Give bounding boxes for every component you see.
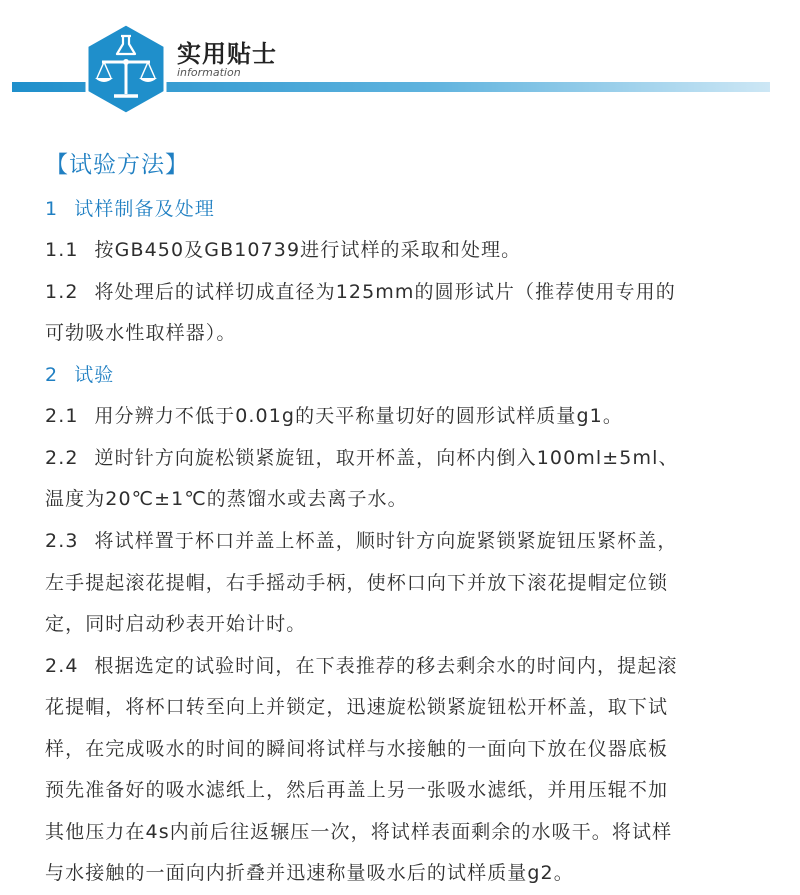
paragraph-2-4-continued: 其他压力在4s内前后往返辗压一次，将试样表面剩余的水吸干。将试样 — [45, 821, 673, 843]
paragraph-number: 2.1 — [45, 405, 79, 427]
paragraph-2-3-continued: 左手提起滚花提帽，右手摇动手柄，使杯口向下并放下滚花提帽定位锁 — [45, 572, 669, 594]
paragraph-2-4 — [45, 651, 775, 678]
heading-1-number: 1 — [45, 198, 59, 220]
paragraph-number: 2.2 — [45, 447, 79, 469]
paragraph-2-1 — [45, 401, 775, 428]
paragraph-2-3-continued: 定，同时启动秒表开始计时。 — [45, 613, 307, 635]
heading-1 — [45, 194, 775, 221]
header-title: 实用贴士 — [177, 40, 277, 68]
heading-2-number: 2 — [45, 364, 59, 386]
header-subtitle: information — [177, 66, 241, 79]
paragraph-text: 将处理后的试样切成直径为125mm的圆形试片（推荐使用专用的 — [94, 281, 676, 303]
paragraph-text: 将试样置于杯口并盖上杯盖，顺时针方向旋紧锁紧旋钮压紧杯盖， — [94, 530, 678, 552]
balance-scale-flask-icon — [84, 22, 168, 116]
paragraph-text: 根据选定的试验时间，在下表推荐的移去剩余水的时间内，提起滚 — [94, 655, 678, 677]
hexagon-badge — [84, 22, 168, 116]
paragraph-number: 2.4 — [45, 655, 79, 677]
paragraph-2-2-continued: 温度为20℃±1℃的蒸馏水或去离子水。 — [45, 488, 408, 510]
heading-1-text: 试样制备及处理 — [74, 198, 215, 220]
paragraph-1-2-continued: 可勃吸水性取样器）。 — [45, 322, 237, 344]
paragraph-text: 逆时针方向旋松锁紧旋钮，取开杯盖，向杯内倒入100ml±5ml、 — [94, 447, 679, 469]
paragraph-number: 1.2 — [45, 281, 79, 303]
paragraph-2-4-continued: 预先准备好的吸水滤纸上，然后再盖上另一张吸水滤纸，并用压辊不加 — [45, 779, 669, 801]
paragraph-2-2 — [45, 443, 775, 470]
paragraph-2-4-continued: 与水接触的一面向内折叠并迅速称量吸水后的试样质量g2。 — [45, 862, 574, 884]
section-title: 【试验方法】 — [45, 152, 189, 178]
paragraph-1-2 — [45, 277, 775, 304]
paragraph-text: 用分辨力不低于0.01g的天平称量切好的圆形试样质量g1。 — [94, 405, 623, 427]
paragraph-number: 2.3 — [45, 530, 79, 552]
paragraph-text: 按GB450及GB10739进行试样的采取和处理。 — [94, 239, 522, 261]
paragraph-2-4-continued: 样，在完成吸水的时间的瞬间将试样与水接触的一面向下放在仪器底板 — [45, 738, 669, 760]
paragraph-number: 1.1 — [45, 239, 79, 261]
heading-2-text: 试验 — [74, 364, 115, 386]
paragraph-2-4-continued: 花提帽，将杯口转至向上并锁定，迅速旋松锁紧旋钮松开杯盖，取下试 — [45, 696, 669, 718]
heading-2 — [45, 360, 775, 387]
header — [0, 0, 800, 130]
paragraph-2-3 — [45, 526, 775, 553]
paragraph-1-1 — [45, 235, 775, 262]
